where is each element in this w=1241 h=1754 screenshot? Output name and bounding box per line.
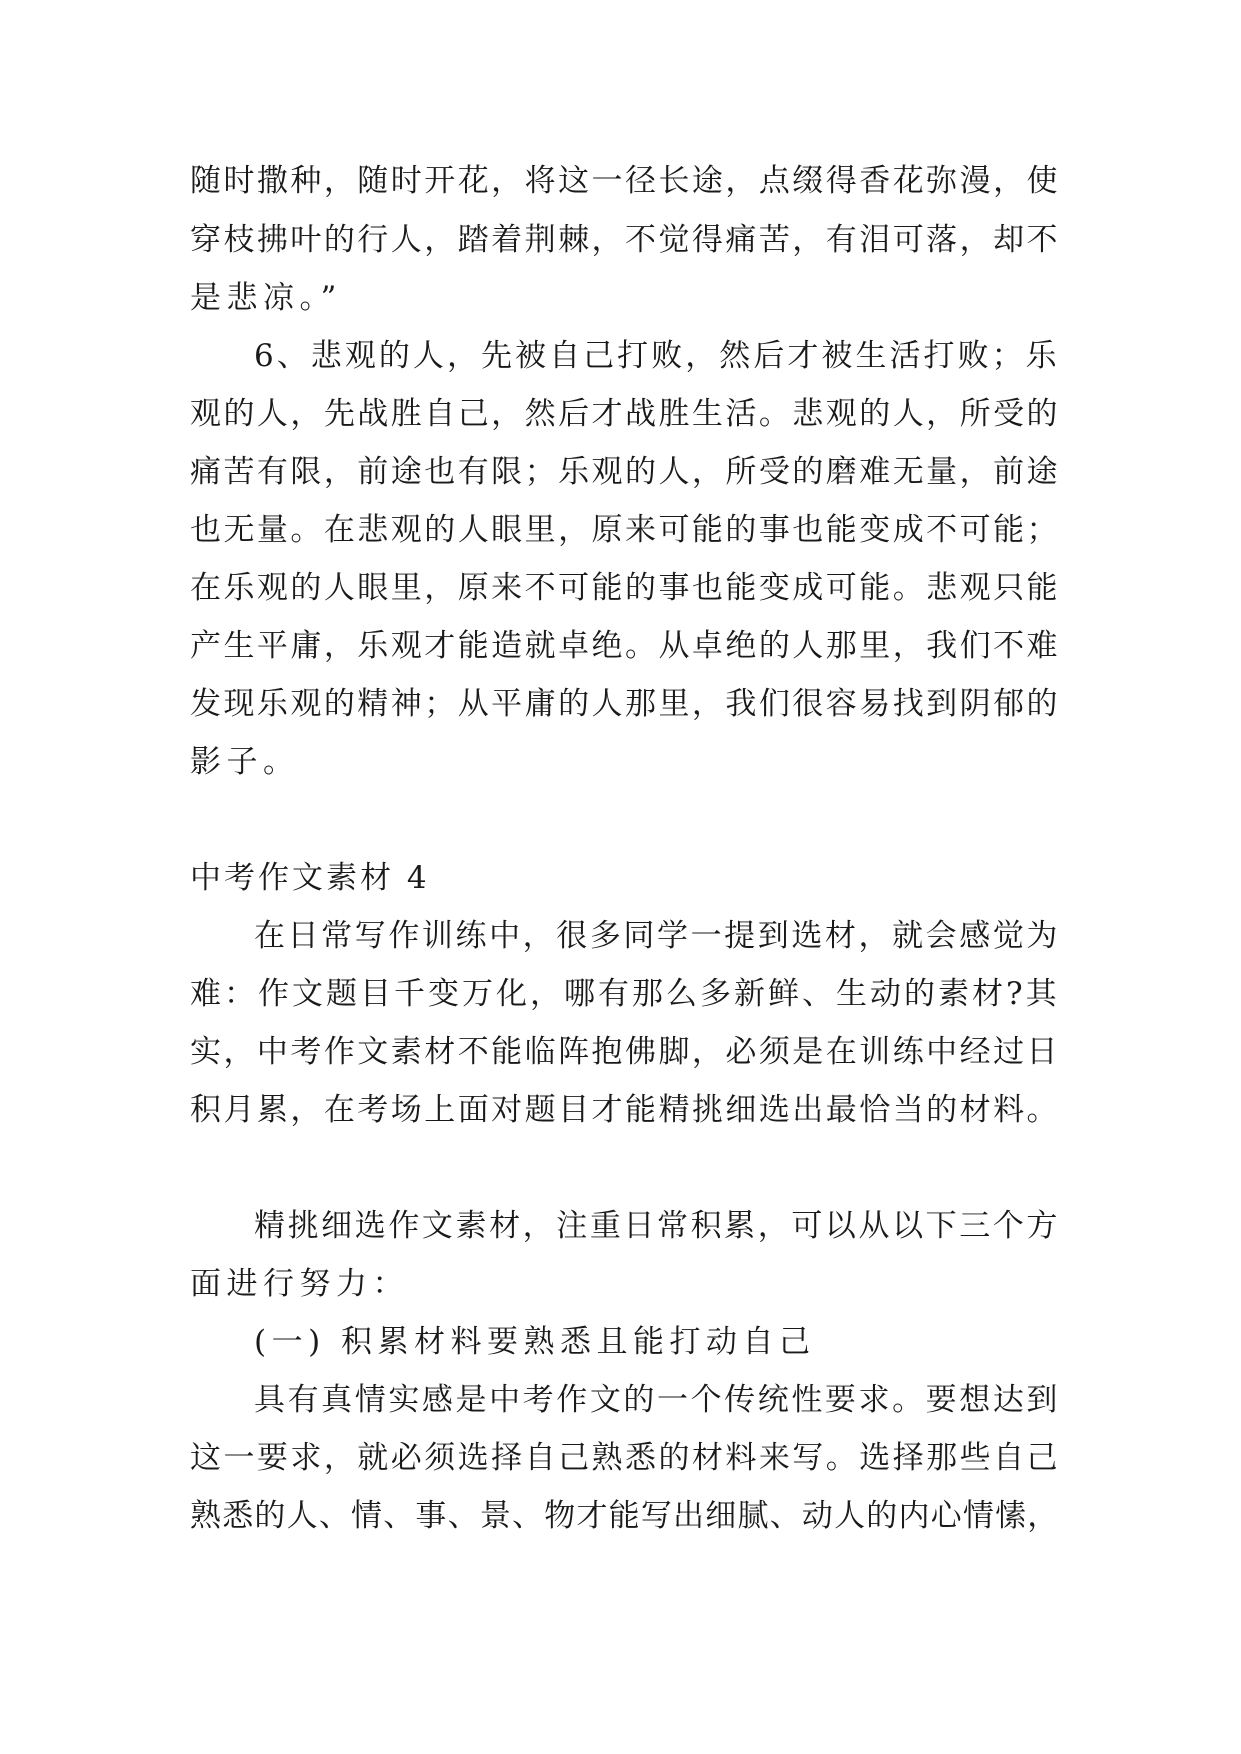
paragraph-line: 在日常写作训练中，很多同学一提到选材，就会感觉为 xyxy=(254,918,1060,954)
paragraph-line: 影子。 xyxy=(190,744,300,780)
subheading: (一) 积累材料要熟悉且能打动自己 xyxy=(254,1324,816,1360)
paragraph-line: 穿枝拂叶的行人，踏着荆棘，不觉得痛苦，有泪可落，却不 xyxy=(190,222,1060,258)
paragraph-line: 发现乐观的精神；从平庸的人那里，我们很容易找到阴郁的 xyxy=(190,686,1060,722)
paragraph-line: 具有真情实感是中考作文的一个传统性要求。要想达到 xyxy=(254,1382,1060,1418)
paragraph-line: 也无量。在悲观的人眼里，原来可能的事也能变成不可能； xyxy=(190,512,1060,548)
paragraph-line: 痛苦有限，前途也有限；乐观的人，所受的磨难无量，前途 xyxy=(190,454,1060,490)
paragraph-line: 观的人，先战胜自己，然后才战胜生活。悲观的人，所受的 xyxy=(190,396,1060,432)
paragraph-line: 精挑细选作文素材，注重日常积累，可以从以下三个方 xyxy=(254,1208,1060,1244)
paragraph-line: 产生平庸，乐观才能造就卓绝。从卓绝的人那里，我们不难 xyxy=(190,628,1060,664)
paragraph-line: 面进行努力： xyxy=(190,1266,409,1302)
paragraph-line: 熟悉的人、情、事、景、物才能写出细腻、动人的内心情愫， xyxy=(190,1498,1060,1534)
paragraph-line: 随时撒种，随时开花，将这一径长途，点缀得香花弥漫，使 xyxy=(190,163,1060,199)
paragraph-line: 实，中考作文素材不能临阵抱佛脚，必须是在训练中经过日 xyxy=(190,1034,1060,1070)
paragraph-line: 在乐观的人眼里，原来不可能的事也能变成可能。悲观只能 xyxy=(190,570,1060,606)
paragraph-line: 是悲凉。” xyxy=(190,280,342,316)
paragraph-line: 难：作文题目千变万化，哪有那么多新鲜、生动的素材?其 xyxy=(190,976,1060,1012)
paragraph-line: 这一要求，就必须选择自己熟悉的材料来写。选择那些自己 xyxy=(190,1440,1060,1476)
section-heading: 中考作文素材 4 xyxy=(190,860,430,896)
paragraph-line: 6、悲观的人，先被自己打败，然后才被生活打败；乐 xyxy=(254,338,1060,374)
paragraph-line: 积月累，在考场上面对题目才能精挑细选出最恰当的材料。 xyxy=(190,1092,1060,1128)
